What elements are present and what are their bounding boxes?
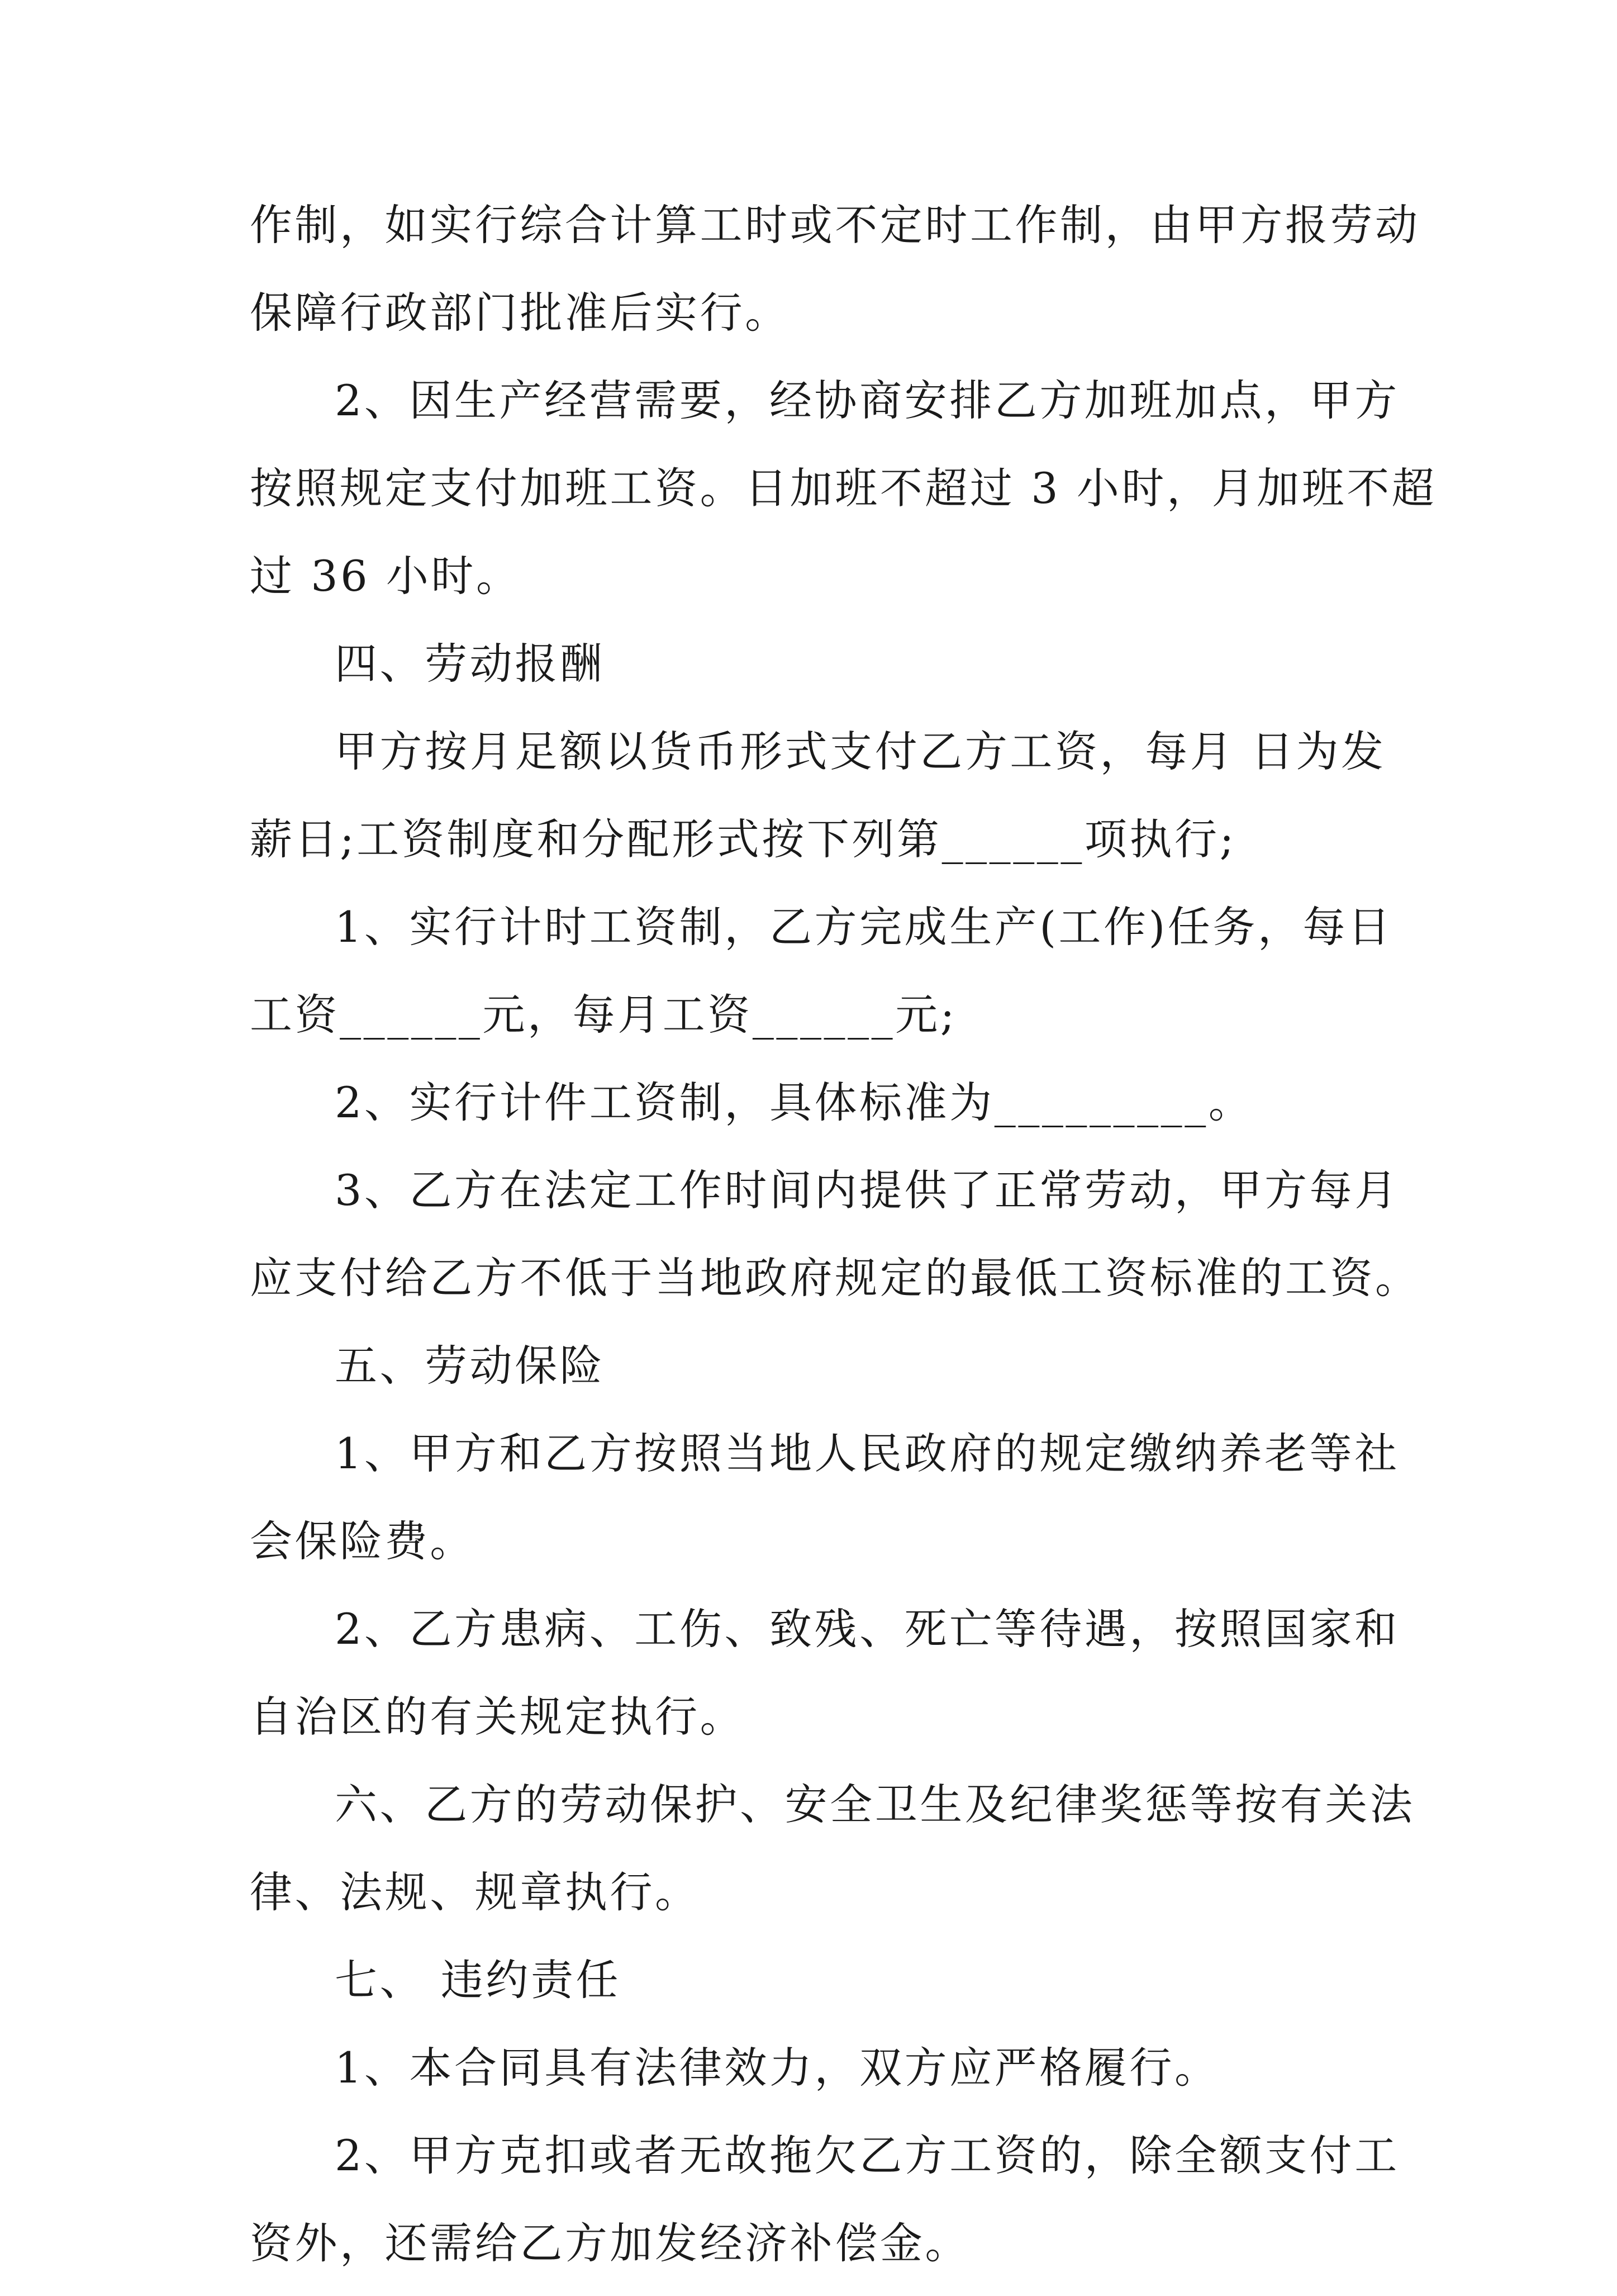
text-line: 保障行政部门批准后实行。 [250,288,790,338]
section-heading: 四、劳动报酬 [335,639,605,689]
text-line: 会保险费。 [250,1516,475,1566]
text-line: 资外，还需给乙方加发经济补偿金。 [250,2218,970,2268]
text-line: 应支付给乙方不低于当地政府规定的最低工资标准的工资。 [250,1253,1420,1303]
text-line: 自治区的有关规定执行。 [250,1692,745,1742]
text-line: 2、因生产经营需要，经协商安排乙方加班加点，甲方 [335,376,1400,425]
text-line: 作制，如实行综合计算工时或不定时工作制，由甲方报劳动 [250,200,1420,250]
section-heading: 五、劳动保险 [335,1341,605,1391]
text-line: 工资______元，每月工资______元; [250,990,957,1040]
text-line: 2、实行计件工资制，具体标准为_________。 [335,1078,1254,1127]
text-line: 3、乙方在法定工作时间内提供了正常劳动，甲方每月 [335,1165,1400,1215]
contract-body [250,190,1437,2296]
text-line: 2、乙方患病、工伤、致残、死亡等待遇，按照国家和 [335,1604,1400,1654]
section-heading: 七、 违约责任 [335,1955,621,2005]
text-line: 薪日;工资制度和分配形式按下列第______项执行; [250,814,1236,864]
text-line: 1、甲方和乙方按照当地人民政府的规定缴纳养老等社 [335,1429,1400,1478]
text-line: 按照规定支付加班工资。日加班不超过 3 小时，月加班不超 [250,463,1437,513]
text-line: 律、法规、规章执行。 [250,1867,700,1917]
text-line: 过 36 小时。 [250,551,521,601]
text-line: 甲方按月足额以货币形式支付乙方工资，每月 日为发 [335,727,1386,776]
text-line: 2、甲方克扣或者无故拖欠乙方工资的，除全额支付工 [335,2131,1400,2180]
section-heading: 六、乙方的劳动保护、安全卫生及纪律奖惩等按有关法 [335,1780,1415,1829]
text-line: 1、本合同具有法律效力，双方应严格履行。 [335,2043,1220,2093]
text-line: 1、实行计时工资制，乙方完成生产(工作)任务，每日 [335,902,1393,952]
